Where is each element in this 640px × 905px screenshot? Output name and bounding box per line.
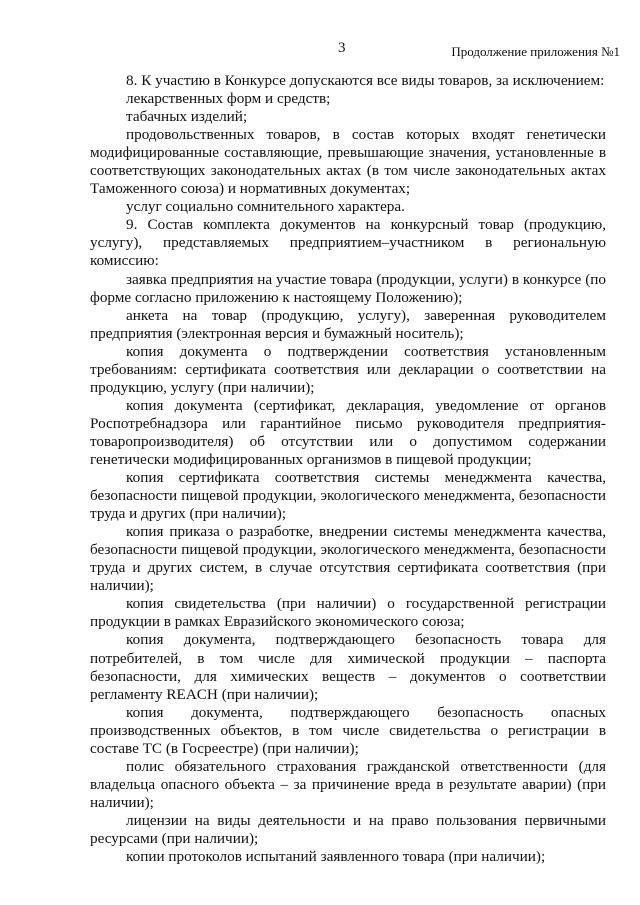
list-item-hazardous-objects: копия документа, подтверждающего безопасность опасных производственных объектов, в том числе свидетельства о регистрации в составе ТС (в Госреестре) (при наличии); (90, 703, 606, 757)
paragraph-item-8: 8. К участию в Конкурсе допускаются все виды товаров, за исключением: (126, 72, 605, 89)
list-item-medicines: лекарственных форм и средств; (126, 90, 331, 108)
list-item-gmo-document: копия документа (сертификат, декларация, уведомление от органов Роспотребнадзора или гарантийное письмо руководителя предприятия-товаропроизводителя) об отсутствии или о допустимом содержании генетически модифицированных организмов в пищевой продукции; (90, 396, 606, 468)
appendix-note: Продолжение приложения №1 (451, 44, 620, 59)
list-item-management-order: копия приказа о разработке, внедрении системы менеджмента качества, безопасности пищевой продукции, экологического менеджмента, безопасности труда и других систем, в случае отсутствия сертификата соответствия (при наличии); (90, 523, 606, 595)
list-item-insurance-policy: полис обязательного страхования гражданской ответственности (для владельца опасного объекта – за причинение вреда в результате аварии) (при наличии); (90, 757, 606, 811)
paragraph-item-9: 9. Состав комплекта документов на конкурсный товар (продукцию, услугу), представляемых предприятием–участником в региональную комиссию: (90, 216, 606, 270)
list-item-test-reports: копии протоколов испытаний заявленного товара (при наличии); (126, 848, 546, 866)
list-item-management-certificate: копия сертификата соответствия системы менеджмента качества, безопасности пищевой продукции, экологического менеджмента, безопасности труда и других (при наличии); (90, 469, 606, 523)
list-item-licenses: лицензии на виды деятельности и на право пользования первичными ресурсами (при наличии); (90, 811, 606, 847)
list-item-state-registration: копия свидетельства (при наличии) о государственной регистрации продукции в рамках Евразийского экономического союза; (90, 595, 606, 631)
list-item-safety-document: копия документа, подтверждающего безопасность товара для потребителей, в том числе для химической продукции – паспорта безопасности, для химических веществ – документов о соответствии регламенту REACH (при наличии); (90, 631, 606, 703)
list-item-application: заявка предприятия на участие товара (продукции, услуги) в конкурсе (по форме согласно приложению к настоящему Положению); (90, 270, 606, 306)
list-item-food-gmo: продовольственных товаров, в состав которых входят генетически модифицированные составляющие, превышающие значения, установленные в соответствующих законодательных актах (в том числе законодательных актах Таможенного союза) и нормативных документах; (90, 126, 606, 198)
document-body (90, 72, 606, 866)
list-item-questionnaire: анкета на товар (продукцию, услугу), заверенная руководителем предприятия (электронная версия и бумажный носитель); (90, 306, 606, 342)
page-number: 3 (338, 40, 346, 56)
list-item-conformity-certificate: копия документа о подтверждении соответствия установленным требованиям: сертификата соответствия или декларации о соответствии на продукцию, услугу (при наличии); (90, 342, 606, 396)
list-item-tobacco: табачных изделий; (126, 108, 248, 126)
list-item-services: услуг социально сомнительного характера. (126, 198, 405, 216)
